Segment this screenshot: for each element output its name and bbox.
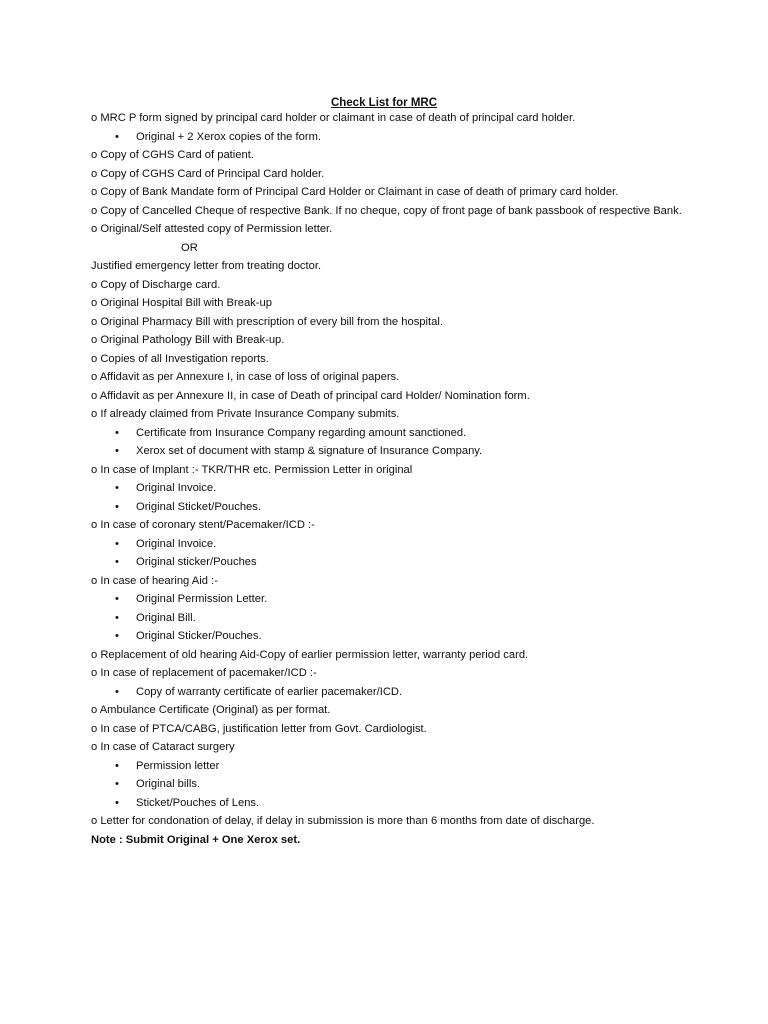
checklist-subitem (91, 442, 691, 461)
checklist-item: o Ambulance Certificate (Original) as per format. (91, 704, 331, 716)
page-title: Check List for MRC (330, 97, 438, 109)
checklist-subitem (91, 757, 691, 776)
checklist-subitem-text: Sticket/Pouches of Lens. (136, 796, 260, 809)
checklist (91, 109, 691, 849)
checklist-subitem-text: Xerox set of document with stamp & signature of Insurance Company. (136, 445, 483, 457)
checklist-item: o Copy of CGHS Card of Principal Card holder. (91, 167, 325, 180)
bullet-icon: • (115, 130, 119, 143)
bullet-icon: • (115, 556, 119, 568)
bullet-icon: • (115, 685, 119, 698)
checklist-subitem-text: Original Sticker/Pouches. (136, 630, 262, 642)
checklist-subitem-text: Certificate from Insurance Company regarding amount sanctioned. (136, 426, 467, 439)
checklist-subitem (91, 590, 691, 609)
checklist-subitem (91, 553, 691, 572)
checklist-item: o In case of Implant :- TKR/THR etc. Permission Letter in original (91, 463, 413, 476)
bullet-icon: • (115, 593, 119, 605)
or-separator: OR (181, 241, 198, 254)
bullet-icon: • (115, 500, 119, 513)
note-text: Note : Submit Original + One Xerox set. (91, 833, 301, 846)
checklist-item: o Original/Self attested copy of Permission letter. (91, 223, 333, 235)
bullet-icon: • (115, 796, 119, 809)
checklist-subitem (91, 498, 691, 517)
checklist-subitem (91, 479, 691, 498)
checklist-subitem (91, 775, 691, 794)
checklist-item: o Copies of all Investigation reports. (91, 352, 269, 365)
checklist-subitem-text: Original Permission Letter. (136, 593, 268, 605)
checklist-subitem-text: Original sticker/Pouches (136, 556, 257, 568)
checklist-item: o In case of replacement of pacemaker/ICD :- (91, 667, 317, 679)
bullet-icon: • (115, 482, 119, 494)
bullet-icon: • (115, 426, 119, 439)
checklist-item: o If already claimed from Private Insurance Company submits. (91, 408, 400, 420)
checklist-item: o Affidavit as per Annexure II, in case of Death of principal card Holder/ Nomination form. (91, 389, 530, 402)
bullet-icon: • (115, 611, 119, 624)
checklist-item: o Replacement of old hearing Aid-Copy of earlier permission letter, warranty period card. (91, 648, 529, 661)
checklist-subitem (91, 609, 691, 628)
checklist-subitem-text: Original Invoice. (136, 482, 217, 494)
checklist-subitem (91, 128, 691, 147)
bullet-icon: • (115, 630, 119, 642)
checklist-item: o Original Pathology Bill with Break-up. (91, 334, 285, 346)
bullet-icon: • (115, 445, 119, 457)
checklist-subitem (91, 424, 691, 443)
checklist-item: o In case of hearing Aid :- (91, 574, 218, 587)
checklist-item: o Affidavit as per Annexure I, in case of loss of original papers. (91, 371, 400, 383)
checklist-subitem (91, 627, 691, 646)
checklist-subitem-text: Original bills. (136, 778, 201, 790)
checklist-subitem-text: Original Sticket/Pouches. (136, 500, 261, 513)
checklist-item: o Copy of Discharge card. (91, 278, 221, 291)
checklist-subitem-text: Original + 2 Xerox copies of the form. (136, 130, 321, 143)
checklist-item: o Copy of Cancelled Cheque of respective Bank. If no cheque, copy of front page of bank passbook of respective Bank. (91, 204, 682, 217)
checklist-item: o In case of Cataract surgery (91, 741, 235, 753)
checklist-subitem (91, 535, 691, 554)
checklist-subitem-text: Copy of warranty certificate of earlier pacemaker/ICD. (136, 685, 403, 698)
bullet-icon: • (115, 759, 119, 772)
bullet-icon: • (115, 537, 119, 550)
checklist-item: o Original Pharmacy Bill with prescription of every bill from the hospital. (91, 315, 443, 328)
checklist-subitem-text: Original Invoice. (136, 537, 217, 550)
checklist-subitem-text: Original Bill. (136, 611, 196, 624)
checklist-item: o In case of coronary stent/Pacemaker/ICD :- (91, 519, 315, 531)
checklist-subitem (91, 683, 691, 702)
bullet-icon: • (115, 778, 119, 790)
checklist-item: o In case of PTCA/CABG, justification letter from Govt. Cardiologist. (91, 722, 427, 735)
checklist-item: o Copy of CGHS Card of patient. (91, 149, 254, 161)
checklist-item: o Original Hospital Bill with Break-up (91, 297, 272, 309)
checklist-item: o Letter for condonation of delay, if delay in submission is more than 6 months from date of discharge. (91, 815, 595, 827)
checklist-subitem-text: Permission letter (136, 759, 220, 772)
checklist-item: o MRC P form signed by principal card holder or claimant in case of death of principal card holder. (91, 112, 576, 124)
checklist-subitem (91, 794, 691, 813)
checklist-item: o Copy of Bank Mandate form of Principal Card Holder or Claimant in case of death of primary card holder. (91, 186, 619, 198)
checklist-item: Justified emergency letter from treating doctor. (91, 260, 322, 272)
